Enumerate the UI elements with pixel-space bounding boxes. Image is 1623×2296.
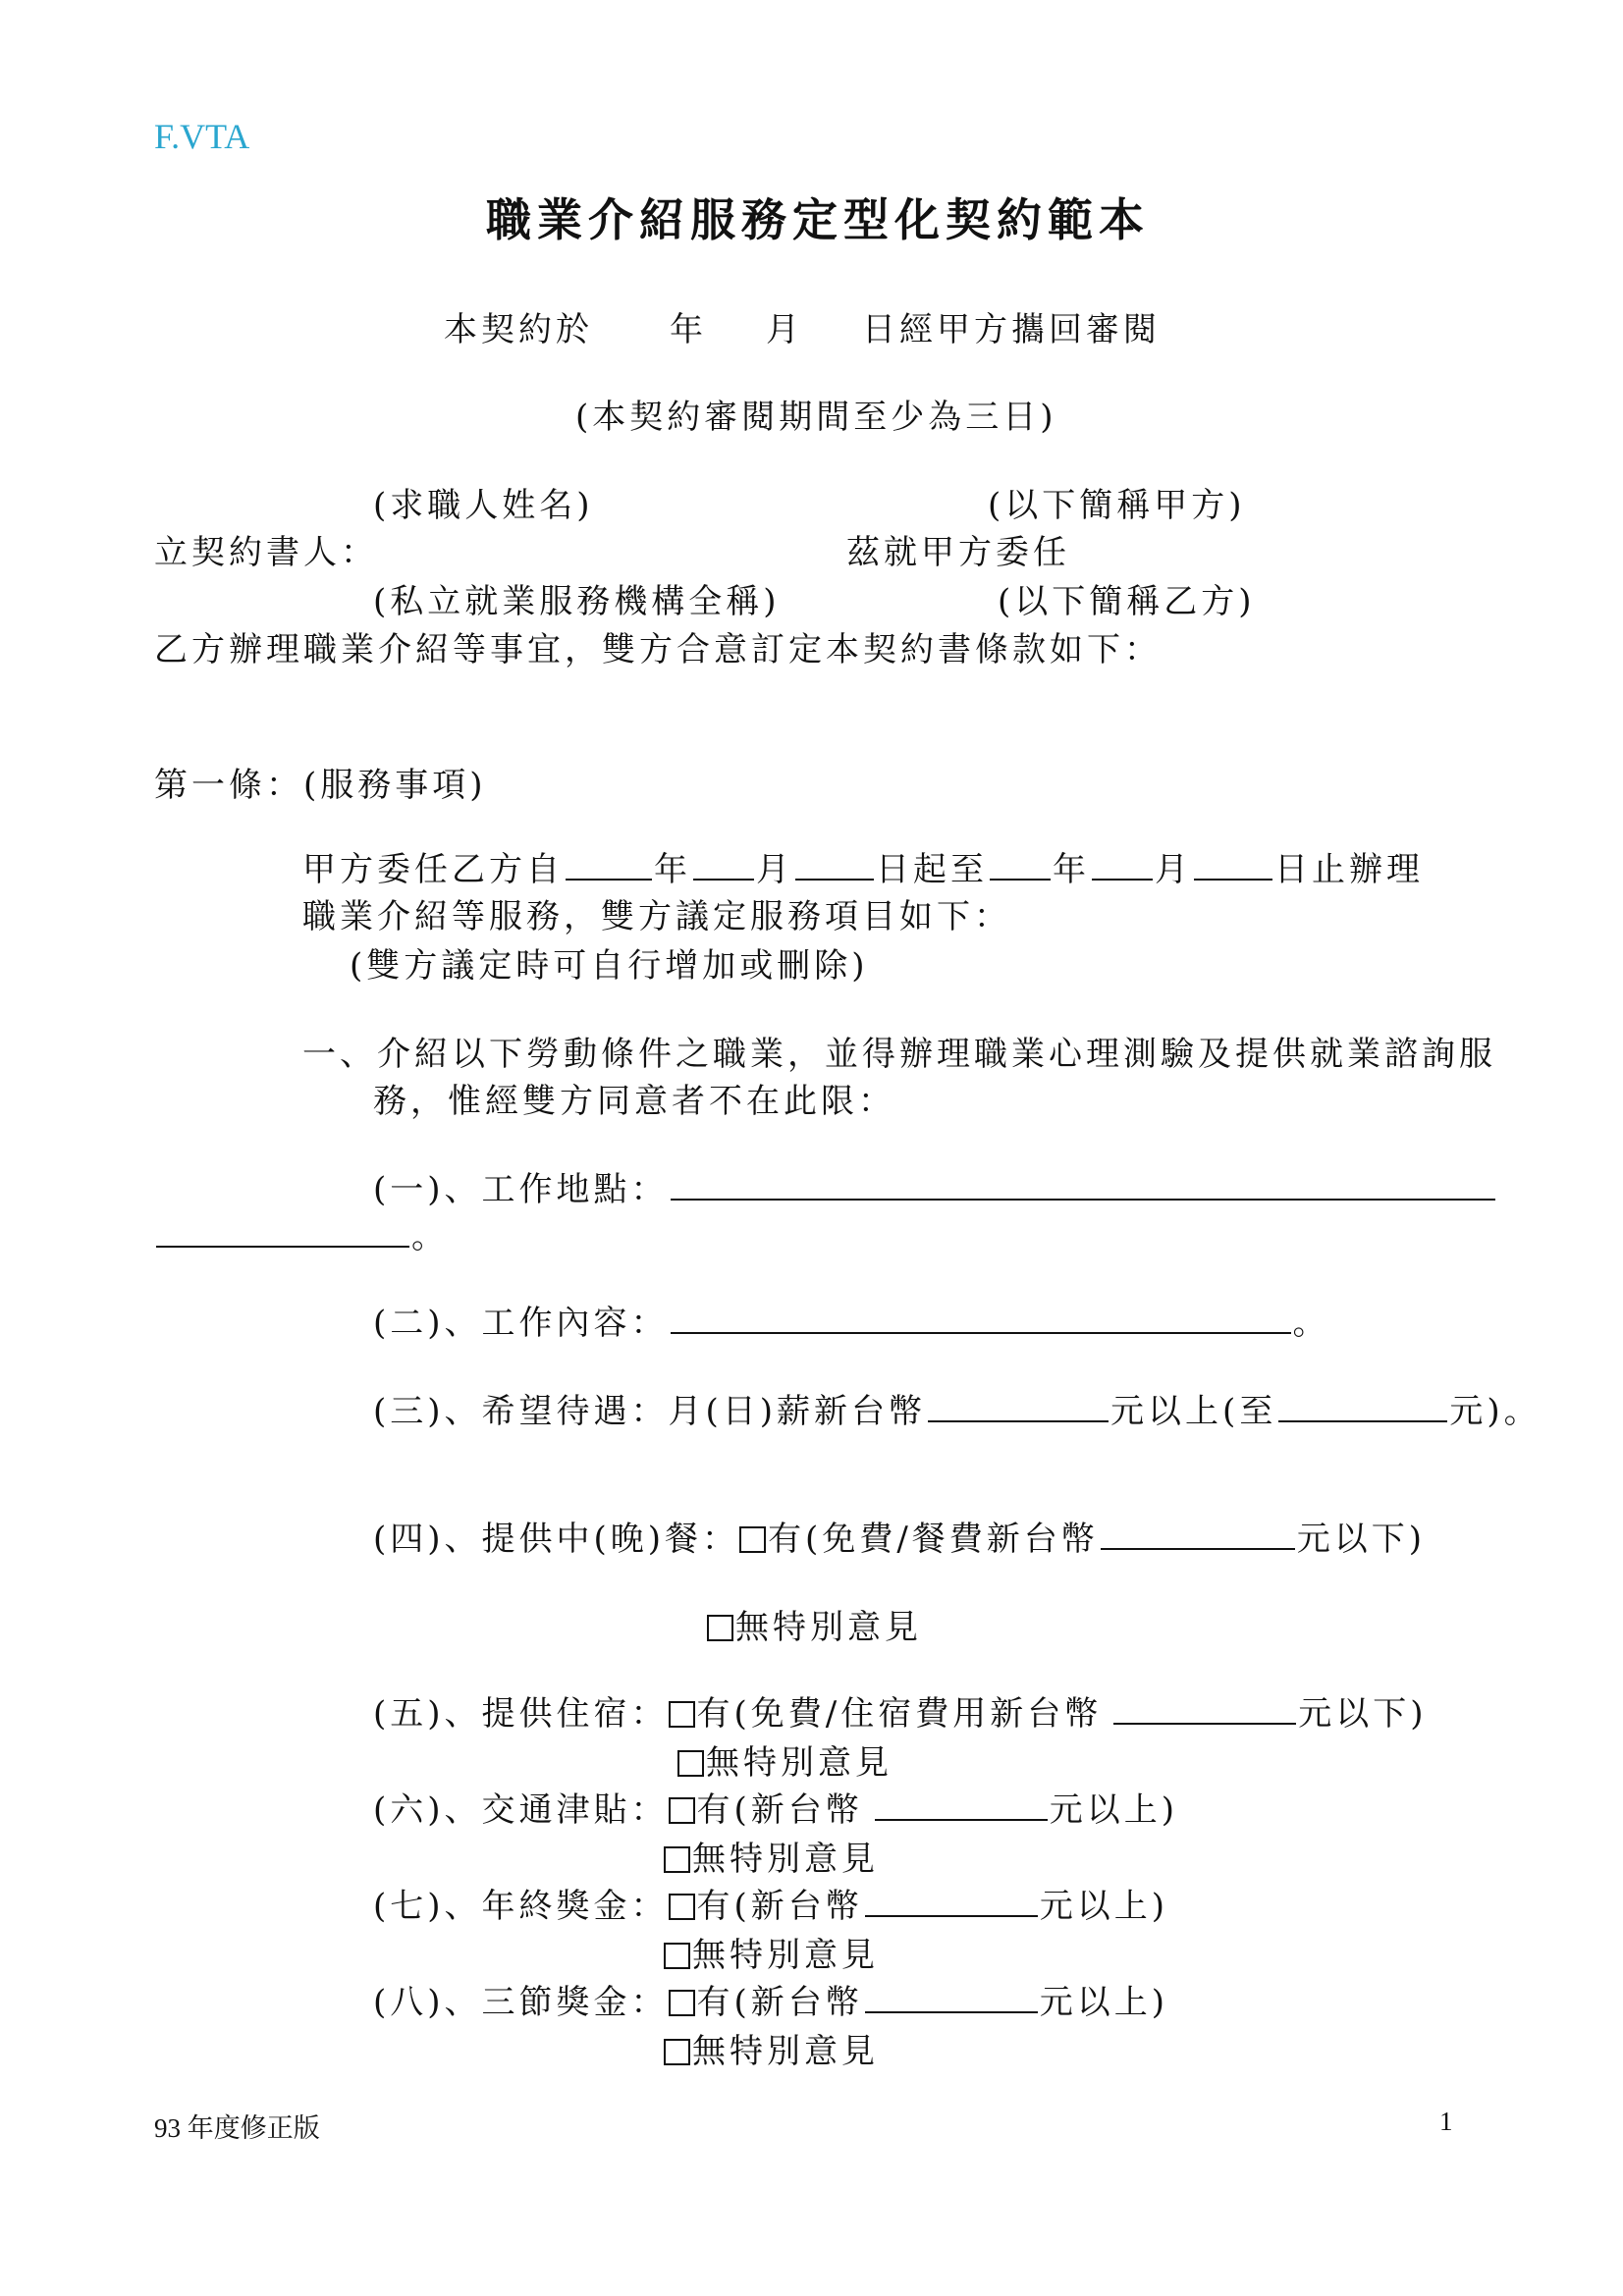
start-day-label: 日起至 xyxy=(876,850,988,889)
housing-no-checkbox[interactable] xyxy=(677,1750,704,1777)
meals-no-label: 無特別意見 xyxy=(735,1608,922,1647)
brand-label: F.VTA xyxy=(154,117,250,156)
festival-bonus-label: (八)、三節獎金： xyxy=(373,1983,669,2022)
end-month-label: 月 xyxy=(1155,850,1192,889)
year-end-bonus-row xyxy=(373,1879,1168,1927)
year-end-bonus-no-row xyxy=(664,1928,879,1976)
meals-no-row xyxy=(707,1600,922,1648)
start-month-label: 月 xyxy=(756,850,793,889)
meals-end: 元以下) xyxy=(1296,1520,1427,1559)
agreement-text: 乙方辦理職業介紹等事宜，雙方合意訂定本契約書條款如下： xyxy=(154,630,1162,669)
year-end-bonus-yes-label: 有(新台幣 xyxy=(696,1887,863,1926)
party-b-alias: (以下簡稱乙方) xyxy=(998,582,1256,621)
footer-version: 93 年度修正版 xyxy=(154,2113,320,2143)
salary-label: (三)、希望待遇：月(日)薪新台幣 xyxy=(373,1392,927,1431)
festival-bonus-yes-checkbox[interactable] xyxy=(669,1990,695,2016)
review-year: 年 xyxy=(670,310,707,349)
year-end-bonus-no-label: 無特別意見 xyxy=(692,1936,879,1975)
work-content-period: 。 xyxy=(1292,1304,1330,1343)
work-location-row-2 xyxy=(154,1209,449,1257)
party-b-name: (私立就業服務機構全稱) xyxy=(373,582,781,621)
work-content-row xyxy=(373,1296,1330,1344)
housing-label: (五)、提供住宿： xyxy=(373,1694,669,1734)
housing-yes-checkbox[interactable] xyxy=(669,1701,695,1728)
meals-yes-checkbox[interactable] xyxy=(739,1526,766,1553)
work-content-label: (二)、工作內容： xyxy=(373,1304,669,1343)
festival-bonus-row xyxy=(373,1975,1168,2023)
work-location-label: (一)、工作地點： xyxy=(373,1170,669,1209)
document-title: 職業介紹服務定型化契約範本 xyxy=(486,193,1150,246)
start-year-blank xyxy=(566,878,652,881)
transport-no-row xyxy=(664,1832,879,1880)
year-end-bonus-yes-checkbox[interactable] xyxy=(669,1894,695,1920)
festival-bonus-no-row xyxy=(664,2024,879,2072)
page-number: 1 xyxy=(1439,2107,1453,2136)
housing-end: 元以下) xyxy=(1298,1694,1428,1734)
transport-no-label: 無特別意見 xyxy=(692,1840,879,1879)
item-1-line-2: 務，惟經雙方同意者不在此限： xyxy=(373,1082,895,1121)
transport-yes-checkbox[interactable] xyxy=(669,1797,695,1824)
festival-bonus-yes-label: 有(新台幣 xyxy=(696,1983,863,2022)
meals-row xyxy=(373,1512,1426,1560)
review-date-line xyxy=(444,302,1161,350)
salary-end: 元)。 xyxy=(1449,1392,1542,1431)
year-end-bonus-no-checkbox[interactable] xyxy=(664,1943,690,1969)
party-a-name: (求職人姓名) xyxy=(373,486,594,525)
review-month: 月 xyxy=(766,310,803,349)
start-year-label: 年 xyxy=(654,850,691,889)
review-suffix: 日經甲方攜回審閱 xyxy=(862,310,1161,349)
work-location-period: 。 xyxy=(411,1217,449,1256)
transport-end: 元以上) xyxy=(1049,1790,1179,1830)
review-prefix: 本契約於 xyxy=(444,310,593,349)
work-location-blank xyxy=(671,1198,1495,1201)
housing-no-label: 無特別意見 xyxy=(706,1743,893,1783)
year-end-bonus-end: 元以上) xyxy=(1039,1887,1169,1926)
meals-fee-blank xyxy=(1101,1547,1295,1550)
transport-label: (六)、交通津貼： xyxy=(373,1790,669,1830)
service-period-line xyxy=(302,842,1424,890)
end-month-blank xyxy=(1092,878,1153,881)
signatory-label: 立契約書人： xyxy=(154,533,378,572)
meals-no-checkbox[interactable] xyxy=(707,1615,733,1641)
meals-label: (四)、提供中(晚)餐： xyxy=(373,1520,740,1559)
end-day-label: 日止辦理 xyxy=(1274,850,1424,889)
transport-no-checkbox[interactable] xyxy=(664,1846,690,1873)
transport-blank xyxy=(875,1818,1048,1821)
end-year-label: 年 xyxy=(1053,850,1090,889)
party-a-alias: (以下簡稱甲方) xyxy=(988,486,1246,525)
housing-row xyxy=(373,1686,1428,1735)
article-1-heading: 第一條：(服務事項) xyxy=(154,766,487,805)
salary-min-blank xyxy=(928,1419,1109,1422)
salary-max-blank xyxy=(1278,1419,1447,1422)
year-end-bonus-label: (七)、年終獎金： xyxy=(373,1887,669,1926)
editable-note: (雙方議定時可自行增加或刪除) xyxy=(350,946,869,986)
festival-bonus-end: 元以上) xyxy=(1039,1983,1169,2022)
work-location-row xyxy=(373,1162,1497,1210)
review-period: (本契約審閱期間至少為三日) xyxy=(575,398,1057,437)
commission-text: 茲就甲方委任 xyxy=(846,533,1070,572)
salary-mid: 元以上(至 xyxy=(1110,1392,1277,1431)
festival-bonus-no-label: 無特別意見 xyxy=(692,2032,879,2071)
salary-row xyxy=(373,1384,1542,1432)
festival-bonus-blank xyxy=(865,2010,1038,2013)
period-prefix: 甲方委任乙方自 xyxy=(302,850,564,889)
festival-bonus-no-checkbox[interactable] xyxy=(664,2039,690,2065)
year-end-bonus-blank xyxy=(865,1914,1038,1917)
work-location-blank-2 xyxy=(156,1245,409,1248)
work-content-blank xyxy=(671,1331,1291,1334)
transport-yes-label: 有(新台幣 xyxy=(696,1790,863,1830)
meals-yes-label: 有(免費/餐費新台幣 xyxy=(768,1520,1099,1559)
item-1-line-1: 一、介紹以下勞動條件之職業，並得辦理職業心理測驗及提供就業諮詢服 xyxy=(302,1035,1496,1074)
transport-row xyxy=(373,1783,1178,1831)
housing-yes-label: 有(免費/住宿費用新台幣 xyxy=(696,1694,1103,1734)
housing-no-row xyxy=(677,1735,893,1784)
end-year-blank xyxy=(990,878,1051,881)
end-day-blank xyxy=(1194,878,1272,881)
start-month-blank xyxy=(693,878,754,881)
housing-fee-blank xyxy=(1113,1722,1296,1725)
service-period-line-2: 職業介紹等服務，雙方議定服務項目如下： xyxy=(302,897,1011,936)
start-day-blank xyxy=(795,878,874,881)
